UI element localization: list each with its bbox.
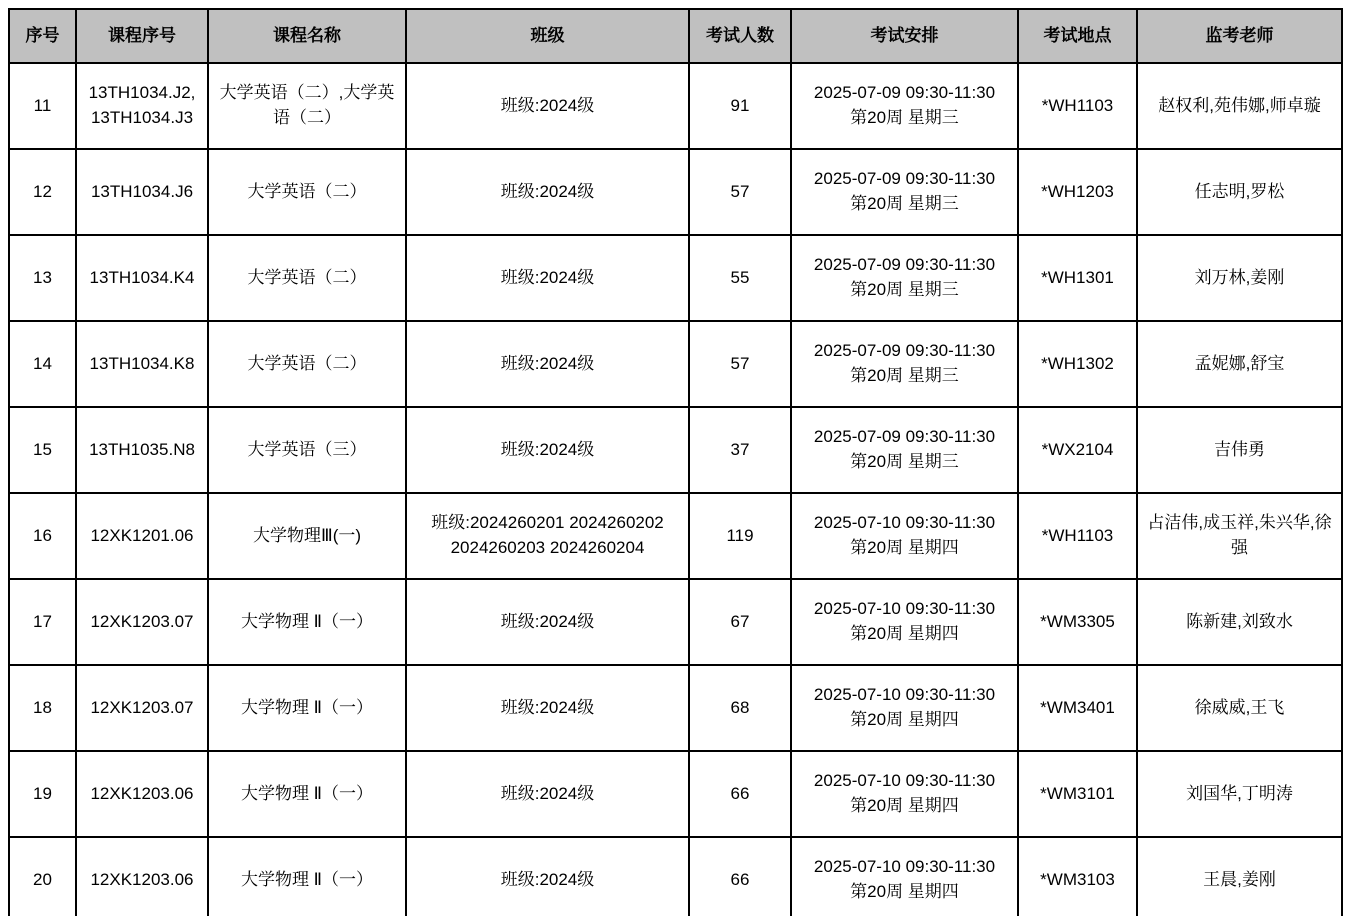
table-row: [9, 665, 1342, 751]
cell-seq: 20: [9, 837, 76, 916]
cell-count: 55: [689, 235, 791, 321]
schedule-datetime: 2025-07-09 09:30-11:30: [813, 427, 996, 447]
cell-seq: 11: [9, 63, 76, 149]
cell-course_no: 13TH1034.K8: [76, 321, 208, 407]
cell-invigilators: 吉伟勇: [1137, 407, 1342, 493]
cell-course_name: 大学英语（三）: [208, 407, 406, 493]
cell-course_name: 大学物理 Ⅱ（一）: [208, 751, 406, 837]
cell-seq: 17: [9, 579, 76, 665]
cell-invigilators: 任志明,罗松: [1137, 149, 1342, 235]
table-row: [9, 149, 1342, 235]
cell-course_no: 12XK1203.07: [76, 579, 208, 665]
cell-class_name: 班级:2024260201 2024260202 2024260203 2024260204: [406, 493, 689, 579]
table-row: [9, 493, 1342, 579]
cell-invigilators: 陈新建,刘致水: [1137, 579, 1342, 665]
cell-course_no: 12XK1201.06: [76, 493, 208, 579]
schedule-week: 第20周 星期三: [850, 366, 959, 385]
schedule-datetime: 2025-07-10 09:30-11:30: [813, 513, 996, 533]
cell-course_no: 13TH1034.J2, 13TH1034.J3: [76, 63, 208, 149]
cell-course_no: 13TH1034.J6: [76, 149, 208, 235]
cell-location: *WM3103: [1018, 837, 1137, 916]
cell-location: *WM3305: [1018, 579, 1137, 665]
cell-location: *WH1103: [1018, 63, 1137, 149]
cell-course_no: 13TH1035.N8: [76, 407, 208, 493]
schedule-week: 第20周 星期四: [850, 538, 959, 557]
column-header-schedule: 考试安排: [791, 9, 1018, 63]
cell-invigilators: 王晨,姜刚: [1137, 837, 1342, 916]
cell-count: 66: [689, 751, 791, 837]
cell-schedule: [791, 751, 1018, 837]
schedule-datetime: 2025-07-09 09:30-11:30: [813, 169, 996, 189]
cell-invigilators: 占洁伟,成玉祥,朱兴华,徐强: [1137, 493, 1342, 579]
cell-course_no: 12XK1203.06: [76, 837, 208, 916]
cell-course_name: 大学英语（二）: [208, 235, 406, 321]
column-header-count: 考试人数: [689, 9, 791, 63]
cell-course_name: 大学英语（二）,大学英语（二）: [208, 63, 406, 149]
cell-invigilators: 徐威威,王飞: [1137, 665, 1342, 751]
cell-schedule: [791, 665, 1018, 751]
schedule-week: 第20周 星期三: [850, 108, 959, 127]
cell-count: 57: [689, 321, 791, 407]
schedule-datetime: 2025-07-10 09:30-11:30: [813, 599, 996, 619]
cell-count: 37: [689, 407, 791, 493]
cell-schedule: [791, 149, 1018, 235]
cell-invigilators: 孟妮娜,舒宝: [1137, 321, 1342, 407]
cell-seq: 19: [9, 751, 76, 837]
cell-schedule: [791, 407, 1018, 493]
cell-class_name: 班级:2024级: [406, 63, 689, 149]
cell-course_name: 大学物理 Ⅱ（一）: [208, 665, 406, 751]
schedule-datetime: 2025-07-10 09:30-11:30: [813, 857, 996, 877]
cell-seq: 14: [9, 321, 76, 407]
cell-class_name: 班级:2024级: [406, 407, 689, 493]
table-row: [9, 579, 1342, 665]
cell-class_name: 班级:2024级: [406, 837, 689, 916]
schedule-datetime: 2025-07-09 09:30-11:30: [813, 83, 996, 103]
cell-invigilators: 刘万林,姜刚: [1137, 235, 1342, 321]
column-header-course_no: 课程序号: [76, 9, 208, 63]
cell-location: *WH1203: [1018, 149, 1137, 235]
table-row: [9, 837, 1342, 916]
cell-seq: 15: [9, 407, 76, 493]
cell-location: *WH1103: [1018, 493, 1137, 579]
cell-class_name: 班级:2024级: [406, 235, 689, 321]
cell-location: *WM3401: [1018, 665, 1137, 751]
cell-count: 57: [689, 149, 791, 235]
schedule-datetime: 2025-07-10 09:30-11:30: [813, 685, 996, 705]
cell-course_no: 12XK1203.06: [76, 751, 208, 837]
table-row: [9, 321, 1342, 407]
cell-count: 119: [689, 493, 791, 579]
schedule-week: 第20周 星期四: [850, 882, 959, 901]
cell-invigilators: 刘国华,丁明涛: [1137, 751, 1342, 837]
cell-course_no: 13TH1034.K4: [76, 235, 208, 321]
schedule-datetime: 2025-07-09 09:30-11:30: [813, 341, 996, 361]
cell-location: *WH1301: [1018, 235, 1137, 321]
column-header-class_name: 班级: [406, 9, 689, 63]
column-header-course_name: 课程名称: [208, 9, 406, 63]
schedule-week: 第20周 星期三: [850, 452, 959, 471]
schedule-week: 第20周 星期四: [850, 624, 959, 643]
cell-course_name: 大学物理Ⅲ(一): [208, 493, 406, 579]
column-header-seq: 序号: [9, 9, 76, 63]
cell-schedule: [791, 579, 1018, 665]
schedule-week: 第20周 星期四: [850, 796, 959, 815]
cell-schedule: [791, 837, 1018, 916]
schedule-datetime: 2025-07-10 09:30-11:30: [813, 771, 996, 791]
column-header-location: 考试地点: [1018, 9, 1137, 63]
cell-location: *WM3101: [1018, 751, 1137, 837]
cell-schedule: [791, 493, 1018, 579]
cell-count: 66: [689, 837, 791, 916]
cell-class_name: 班级:2024级: [406, 321, 689, 407]
cell-schedule: [791, 235, 1018, 321]
cell-count: 67: [689, 579, 791, 665]
table-row: [9, 751, 1342, 837]
schedule-datetime: 2025-07-09 09:30-11:30: [813, 255, 996, 275]
cell-invigilators: 赵权利,苑伟娜,师卓璇: [1137, 63, 1342, 149]
cell-class_name: 班级:2024级: [406, 149, 689, 235]
cell-course_no: 12XK1203.07: [76, 665, 208, 751]
schedule-week: 第20周 星期三: [850, 194, 959, 213]
cell-course_name: 大学物理 Ⅱ（一）: [208, 579, 406, 665]
cell-schedule: [791, 63, 1018, 149]
cell-count: 91: [689, 63, 791, 149]
cell-course_name: 大学物理 Ⅱ（一）: [208, 837, 406, 916]
cell-location: *WX2104: [1018, 407, 1137, 493]
cell-seq: 16: [9, 493, 76, 579]
schedule-week: 第20周 星期三: [850, 280, 959, 299]
cell-count: 68: [689, 665, 791, 751]
table-row: [9, 407, 1342, 493]
cell-course_name: 大学英语（二）: [208, 321, 406, 407]
table-row: [9, 63, 1342, 149]
cell-course_name: 大学英语（二）: [208, 149, 406, 235]
exam-schedule-table: [8, 8, 1343, 916]
cell-class_name: 班级:2024级: [406, 751, 689, 837]
schedule-week: 第20周 星期四: [850, 710, 959, 729]
cell-class_name: 班级:2024级: [406, 665, 689, 751]
cell-schedule: [791, 321, 1018, 407]
cell-seq: 12: [9, 149, 76, 235]
table-row: [9, 235, 1342, 321]
table-header-row: [9, 9, 1342, 63]
cell-class_name: 班级:2024级: [406, 579, 689, 665]
cell-seq: 18: [9, 665, 76, 751]
cell-seq: 13: [9, 235, 76, 321]
cell-location: *WH1302: [1018, 321, 1137, 407]
column-header-invigilators: 监考老师: [1137, 9, 1342, 63]
